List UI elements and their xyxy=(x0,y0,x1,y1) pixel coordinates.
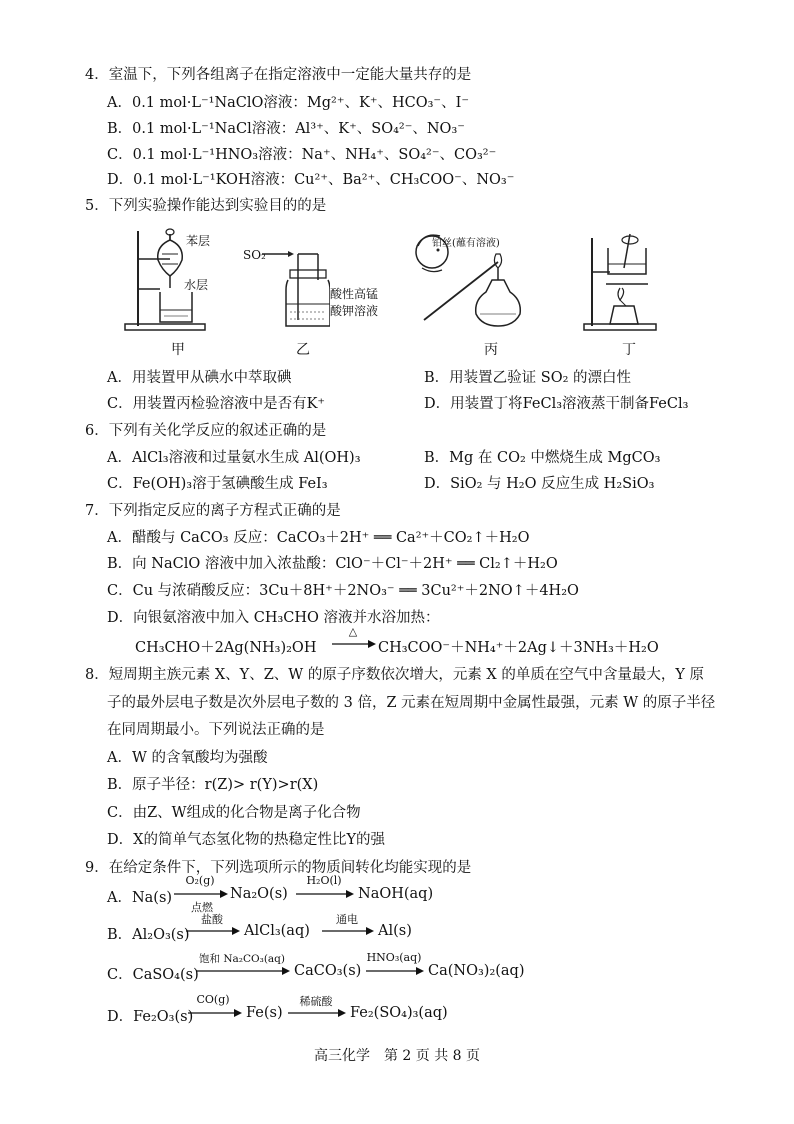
q9-d-start: D．Fe₂O₃(s) xyxy=(107,1009,194,1025)
q6-option-b: B．Mg 在 CO₂ 中燃烧生成 MgCO₃ xyxy=(424,450,661,466)
q4-option-a: A．0.1 mol·L⁻¹NaClO溶液：Mg²⁺、K⁺、HCO₃⁻、I⁻ xyxy=(107,95,469,111)
q9-c-cond1-top: 饱和 Na₂CO₃(aq) xyxy=(198,953,286,965)
q9-b-arrow2-icon xyxy=(320,925,376,937)
q8-line1: 8．短周期主族元素 X、Y、Z、W 的原子序数依次增大，元素 X 的单质在空气中含量最大，Y 原 xyxy=(85,667,705,683)
q7-option-a: A．醋酸与 CaCO₃ 反应：CaCO₃＋2H⁺ ══ Ca²⁺＋CO₂↑＋H₂O xyxy=(107,530,530,546)
q7-option-c: C．Cu 与浓硝酸反应：3Cu＋8H⁺＋2NO₃⁻ ══ 3Cu²⁺＋2NO↑＋4H₂O xyxy=(107,583,579,599)
q7-stem: 7．下列指定反应的离子方程式正确的是 xyxy=(85,503,341,519)
q9-a-cond2-top: H₂O(l) xyxy=(306,874,342,887)
page-footer: 高三化学 第 2 页 共 8 页 xyxy=(313,1048,481,1064)
q9-b-end: Al(s) xyxy=(378,923,412,939)
q5-stem: 5．下列实验操作能达到实验目的的是 xyxy=(85,198,327,214)
label-so2: SO₂ xyxy=(243,248,266,262)
q5-option-c: C．用装置丙检验溶液中是否有K⁺ xyxy=(107,396,326,412)
q6-option-a: A．AlCl₃溶液和过量氨水生成 Al(OH)₃ xyxy=(107,450,361,466)
q5-option-d: D．用装置丁将FeCl₃溶液蒸干制备FeCl₃ xyxy=(424,396,689,412)
q4-option-b: B．0.1 mol·L⁻¹NaCl溶液：Al³⁺、K⁺、SO₄²⁻、NO₃⁻ xyxy=(107,121,465,137)
q9-b-start: B．Al₂O₃(s) xyxy=(107,927,190,943)
label-kmno4-line1: 酸性高锰 xyxy=(330,287,379,301)
q8-line3: 在同周期最小。下列说法正确的是 xyxy=(107,722,325,738)
q9-a-start: A．Na(s) xyxy=(107,890,173,906)
q9-c-cond2-top: HNO₃(aq) xyxy=(366,951,422,964)
caption-bing: 丙 xyxy=(484,342,498,358)
q9-d-cond1-top: CO(g) xyxy=(196,993,230,1006)
q9-b-cond2-top: 通电 xyxy=(336,913,358,926)
q9-d-middle: Fe(s) xyxy=(246,1005,283,1021)
q7-option-b: B．向 NaClO 溶液中加入浓盐酸：ClO⁻＋Cl⁻＋2H⁺ ══ Cl₂↑＋H₂O xyxy=(107,556,558,572)
q9-b-cond1-top: 盐酸 xyxy=(201,913,223,926)
label-benzene-layer: 苯层 xyxy=(186,234,211,248)
q9-a-end: NaOH(aq) xyxy=(358,886,434,902)
q4-stem: 4．室温下，下列各组离子在指定溶液中一定能大量共存的是 xyxy=(85,67,472,83)
q8-option-a: A．W 的含氧酸均为强酸 xyxy=(107,750,268,766)
q9-b-arrow1-icon xyxy=(184,925,242,937)
q9-d-end: Fe₂(SO₄)₃(aq) xyxy=(350,1005,448,1021)
caption-yi: 乙 xyxy=(296,342,310,358)
caption-ding: 丁 xyxy=(622,342,636,358)
q8-option-d: D．X的简单气态氢化物的热稳定性比Y的强 xyxy=(107,832,386,848)
q9-a-middle: Na₂O(s) xyxy=(230,886,288,902)
q4-option-c: C．0.1 mol·L⁻¹HNO₃溶液：Na⁺、NH₄⁺、SO₄²⁻、CO₃²⁻ xyxy=(107,147,497,163)
q8-option-b: B．原子半径：r(Z)> r(Y)>r(X) xyxy=(107,777,319,793)
q9-d-arrow2-icon xyxy=(286,1007,348,1019)
q9-a-cond1-top: O₂(g) xyxy=(185,874,215,887)
q9-c-middle: CaCO₃(s) xyxy=(294,963,362,979)
label-kmno4-line2: 酸钾溶液 xyxy=(330,304,379,318)
q9-d-cond2-top: 稀硫酸 xyxy=(299,995,333,1008)
q9-c-arrow1-icon xyxy=(194,965,292,977)
q9-c-arrow2-icon xyxy=(364,965,426,977)
q6-stem: 6．下列有关化学反应的叙述正确的是 xyxy=(85,423,327,439)
apparatus-ding-diagram xyxy=(580,228,660,333)
q9-a-arrow2-icon xyxy=(294,888,356,900)
caption-jia: 甲 xyxy=(171,342,185,358)
q7-d-arrow-icon xyxy=(330,638,376,650)
label-water-layer: 水层 xyxy=(184,278,209,292)
q7-option-d: D．向银氨溶液中加入 CH₃CHO 溶液并水浴加热： xyxy=(107,610,440,626)
q7-d-equation-left: CH₃CHO＋2Ag(NH₃)₂OH xyxy=(135,640,317,656)
q7-d-equation-right: CH₃COO⁻＋NH₄⁺＋2Ag↓＋3NH₃＋H₂O xyxy=(378,640,659,656)
label-platinum-wire: 铂丝(蘸有溶液) xyxy=(432,238,500,249)
q7-d-condition: △ xyxy=(348,625,358,638)
q5-option-a: A．用装置甲从碘水中萃取碘 xyxy=(107,370,292,386)
q6-option-c: C．Fe(OH)₃溶于氢碘酸生成 FeI₃ xyxy=(107,476,328,492)
q8-option-c: C．由Z、W组成的化合物是离子化合物 xyxy=(107,805,361,821)
q6-option-d: D．SiO₂ 与 H₂O 反应生成 H₂SiO₃ xyxy=(424,476,655,492)
q9-d-arrow1-icon xyxy=(186,1007,244,1019)
q9-a-cond1-bottom: 点燃 xyxy=(191,901,213,914)
q9-c-start: C．CaSO₄(s) xyxy=(107,967,199,983)
q8-line2: 子的最外层电子数是次外层电子数的 3 倍，Z 元素在短周期中金属性最强，元素 W 的原子半径 xyxy=(107,695,716,711)
q9-stem: 9．在给定条件下，下列选项所示的物质间转化均能实现的是 xyxy=(85,860,472,876)
q9-c-end: Ca(NO₃)₂(aq) xyxy=(428,963,525,979)
q5-option-b: B．用装置乙验证 SO₂ 的漂白性 xyxy=(424,370,632,386)
q9-b-middle: AlCl₃(aq) xyxy=(244,923,310,939)
q4-option-d: D．0.1 mol·L⁻¹KOH溶液：Cu²⁺、Ba²⁺、CH₃COO⁻、NO₃⁻ xyxy=(107,172,515,188)
